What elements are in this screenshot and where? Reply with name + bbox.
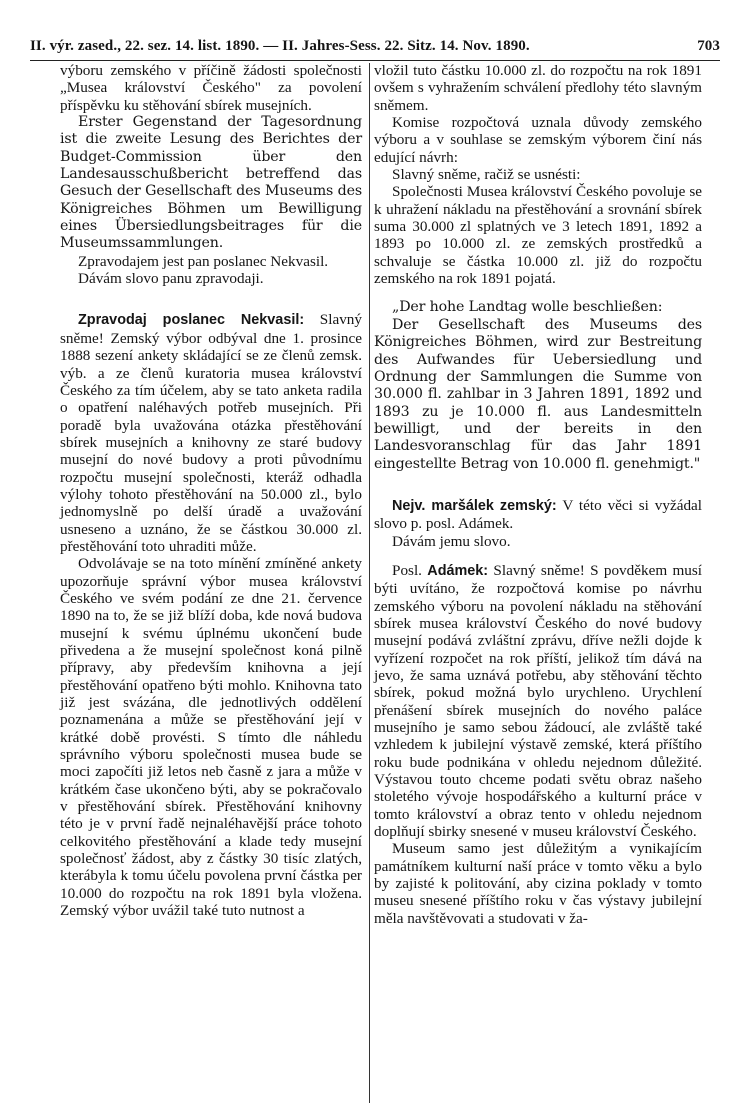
- paragraph: Společnosti Musea království Českého povoluje se k uhražení nákladu na přestěhování a srovnání sbírek suma 30.000 zl splatných ve 3 letech 1891, 1892 a 1893 po 10.000 zl. ze zemských prostředků a schvaluje se částka 10.000 zl. již do rozpočtu zemského na rok 1891 pojatá.: [374, 183, 702, 288]
- paragraph: Dávám jemu slovo.: [392, 532, 511, 550]
- running-header: [30, 38, 720, 58]
- paragraph: Zpravodajem jest pan poslanec Nekvasil.: [78, 252, 329, 270]
- paragraph: Slavný sněme, račiž se usnésti:: [392, 166, 581, 184]
- speaker-name: Adámek:: [427, 562, 489, 579]
- paragraph: Museum samo jest důležitým a vynikajícím památníkem kulturní naší práce v tomto věku a bylo by zajisté k politování, aby cizina poklady v tomto museu snesené příštího roku v čas výstavy jubilejní měla navštěvovati a studovati v ža-: [374, 840, 702, 927]
- page-number: 703: [697, 38, 720, 54]
- spacer: [374, 473, 702, 497]
- speech-text: Slavný sněme! Zemský výbor odbýval dne 1. prosince 1888 sezení ankety skládající se ze členů zemsk. výb. a ze členů kuratoria musea království Českého za tím účelem, aby se tato anketa radila o opatření naléhavých potřeb musejních. Při poradě byla uvažována otázka přestěhování sbírek musejních a knihovny ze staré budovy musejní do nové budovy a proti původnímu rozpočtu musejní společnosti, kteráž odhadla výlohy tohoto přestěhování na 50.000 zl., bylo jednomyslně po delší úradě a uvažování usneseno a uznáno, že se částkou 30.000 zl. přestěhování toto uhraditi může.: [60, 311, 362, 555]
- paragraph: vložil tuto částku 10.000 zl. do rozpočtu na rok 1891 ovšem s vyhražením schválení předlohy této slavným sněmem.: [374, 62, 702, 114]
- spacer: [374, 550, 702, 562]
- paragraph: Dávám slovo panu zpravodaji.: [78, 270, 264, 288]
- column-divider: [369, 63, 370, 1103]
- right-column: [374, 62, 702, 927]
- speech-paragraph: [374, 562, 702, 841]
- header-rule: [30, 60, 720, 61]
- header-title: II. výr. zased., 22. sez. 14. list. 1890. — II. Jahres-Sess. 22. Sitz. 14. Nov. 1890.: [30, 38, 530, 54]
- speaker-name: Zpravodaj poslanec Nekvasil:: [78, 312, 305, 329]
- speech-text: V této věci si vyžádal slovo p. posl. Adámek.: [374, 496, 703, 533]
- paragraph: výboru zemského v příčině žádosti společnosti „Musea království Českého" za povolení příspěvku ku stěhování sbírek musejních.: [60, 62, 362, 114]
- paragraph: Odvolávaje se na toto mínění zmíněné ankety upozorňuje správní výbor musea království Českého ve svém podání ze dne 21. července 1890 na to, že se již blíží doba, kde nová budova musejní k svému úplnému ukončení bude přivedena a že musejní společnost koná pilně přípravy, aby především knihovna a její přestěhování opatřeno býti mohlo. Knihovna tato již jest svázána, dle jednotlivých oddělení poznamenána a může se přestěhování její v krátké době provésti. S tímto dle náhledu správního výboru společnosti musea bude se moci započíti již letos neb časně z jara a může v krátkém čase ukončeno býti, aby se pokračovalo v přestěhování sbírek. Přestěhování knihovny této je v první řadě nejnaléhavější práce tohoto celkovitého přestěhování a klade tedy musejní společnosť žádost, aby z částky 30 tisíc zlatých, kterábyla k tomu účelu povolena první částka per 10.000 do rozpočtu na rok 1891 byla vložena. Zemský výbor uvážil také tuto nutnost a: [60, 555, 362, 920]
- paragraph-german: Erster Gegenstand der Tagesordnung ist die zweite Lesung des Berichtes der Budget-Commission über den Landesausschußbericht betreffend das Gesuch der Gesellschaft des Museums des Königreiches Böhmen um Bewilligung eines Übersiedlungsbeitrages für die Museumssammlungen.: [60, 114, 362, 252]
- speech-text: Slavný sněme! S povděkem musí býti uvítáno, že rozpočtová komise po návrhu zemského výboru na povolení nákladu na stěhování sbírek musea království Českého do nové budovy musejní podává zvláštní zprávu, dříve nežli dojde k vyřízení rozpočet na rok příští, jelikož tím dává na jevo, že sama uznává potřebu, aby stěhování těchto sbírek, pokud možná bylo urychleno. Urychlení přenášení sbírek musejních do nového paláce musejního je samo sebou žádoucí, ale zvláště také vzhledem k jubilejní výstavě zemské, která příštího roku bude podnikána v ohledu nejednom důležité. Výstavou touto chceme podati světu obraz našeho stoletého vývoje hospodářského a kulturní práce v tomto království a obraz tento v ohledu nejednom doplňují sbirky snesené v museu království Českého.: [374, 561, 702, 841]
- speech-paragraph: [60, 311, 362, 555]
- speaker-prefix: Posl.: [392, 561, 428, 579]
- speaker-name: Nejv. maršálek zemský:: [392, 497, 557, 514]
- spacer: [60, 287, 362, 311]
- paragraph: Komise rozpočtová uznala důvody zemského výboru a v souhlase se zemským výborem činí nás edující návrh:: [374, 114, 702, 166]
- left-column: [60, 62, 362, 920]
- speech-paragraph: [374, 497, 702, 533]
- spacer: [374, 287, 702, 299]
- paragraph-german: „Der hohe Landtag wolle beschließen:: [392, 299, 663, 316]
- paragraph-german: Der Gesellschaft des Museums des Königreiches Böhmen, wird zur Bestreitung des Aufwandes für Uebersiedlung und Ordnung der Sammlungen die Summe von 30.000 fl. zahlbar in 3 Jahren 1891, 1892 und 1893 zu je 10.000 fl. aus Landesmitteln bewilligt, und der bereits in den Landesvoranschlag für das Jahr 1891 eingestellte Betrag von 10.000 fl. genehmigt.": [374, 316, 702, 472]
